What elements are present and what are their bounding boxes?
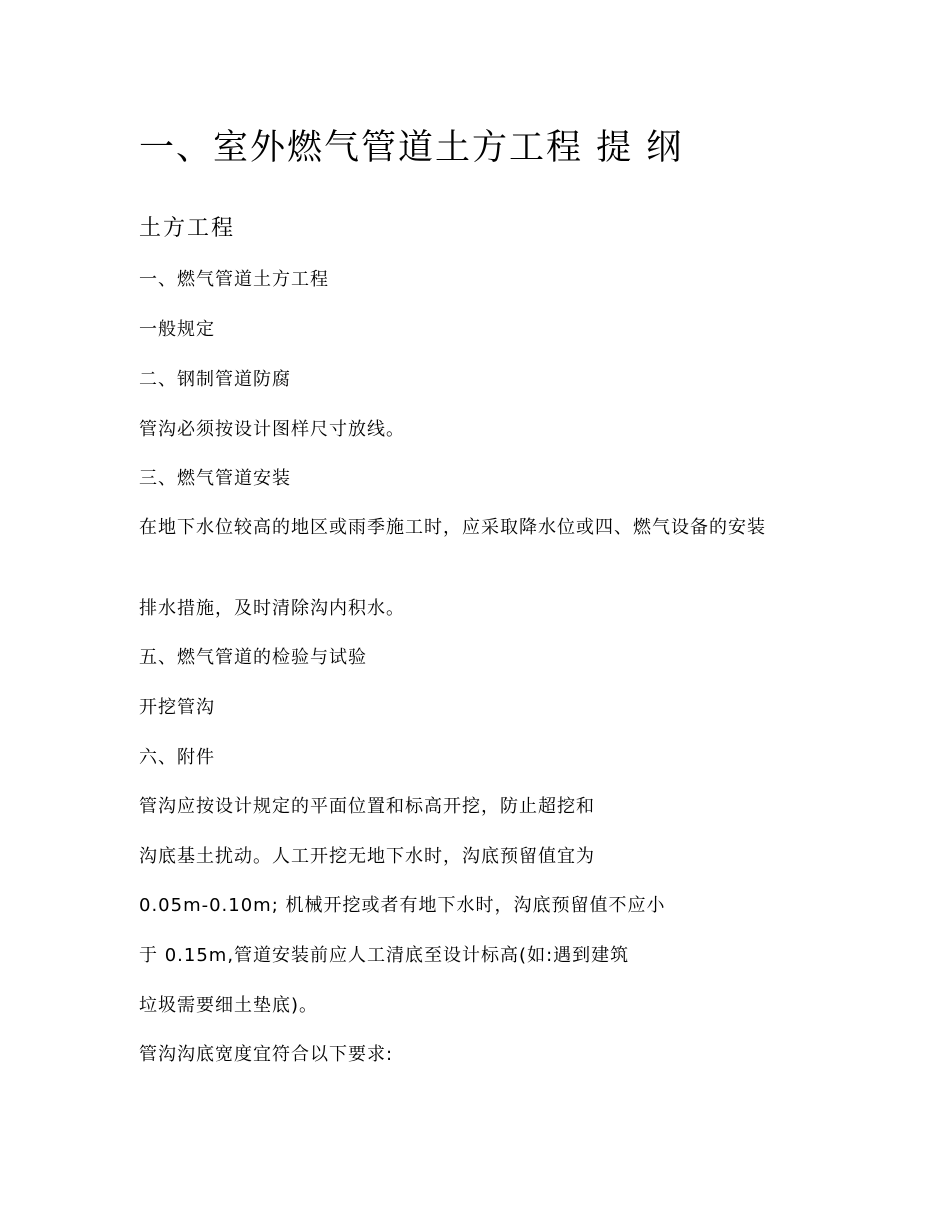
paragraph-line: 0.05m-0.10m; 机械开挖或者有地下水时，沟底预留值不应小 [139,895,666,916]
paragraph-line: 六、附件 [139,747,215,768]
paragraph-line: 沟底基土扰动。人工开挖无地下水时，沟底预留值宜为 [139,846,595,867]
paragraph-line: 一、燃气管道土方工程 [139,269,329,290]
paragraph-line: 排水措施，及时清除沟内积水。 [139,598,405,619]
paragraph-line: 二、钢制管道防腐 [139,369,291,390]
paragraph-line: 垃圾需要细土垫底)。 [139,995,319,1016]
paragraph-line: 管沟沟底宽度宜符合以下要求: [139,1044,394,1065]
paragraph-wrapped: 在地下水位较高的地区或雨季施工时，应采取降水位或四、燃气设备的安装 [139,517,766,538]
section-heading: 土方工程 [139,216,236,241]
paragraph-line: 管沟必须按设计图样尺寸放线。 [139,419,405,440]
document-title: 一、室外燃气管道土方工程 提 纲 [139,128,684,168]
paragraph-line: 三、燃气管道安装 [139,468,291,489]
paragraph-line: 于 0.15m,管道安装前应人工清底至设计标高(如:遇到建筑 [139,945,630,966]
paragraph-line: 管沟应按设计规定的平面位置和标高开挖，防止超挖和 [139,796,595,817]
paragraph-line: 开挖管沟 [139,697,215,718]
paragraph-line: 一般规定 [139,319,215,340]
paragraph-line: 五、燃气管道的检验与试验 [139,647,367,668]
